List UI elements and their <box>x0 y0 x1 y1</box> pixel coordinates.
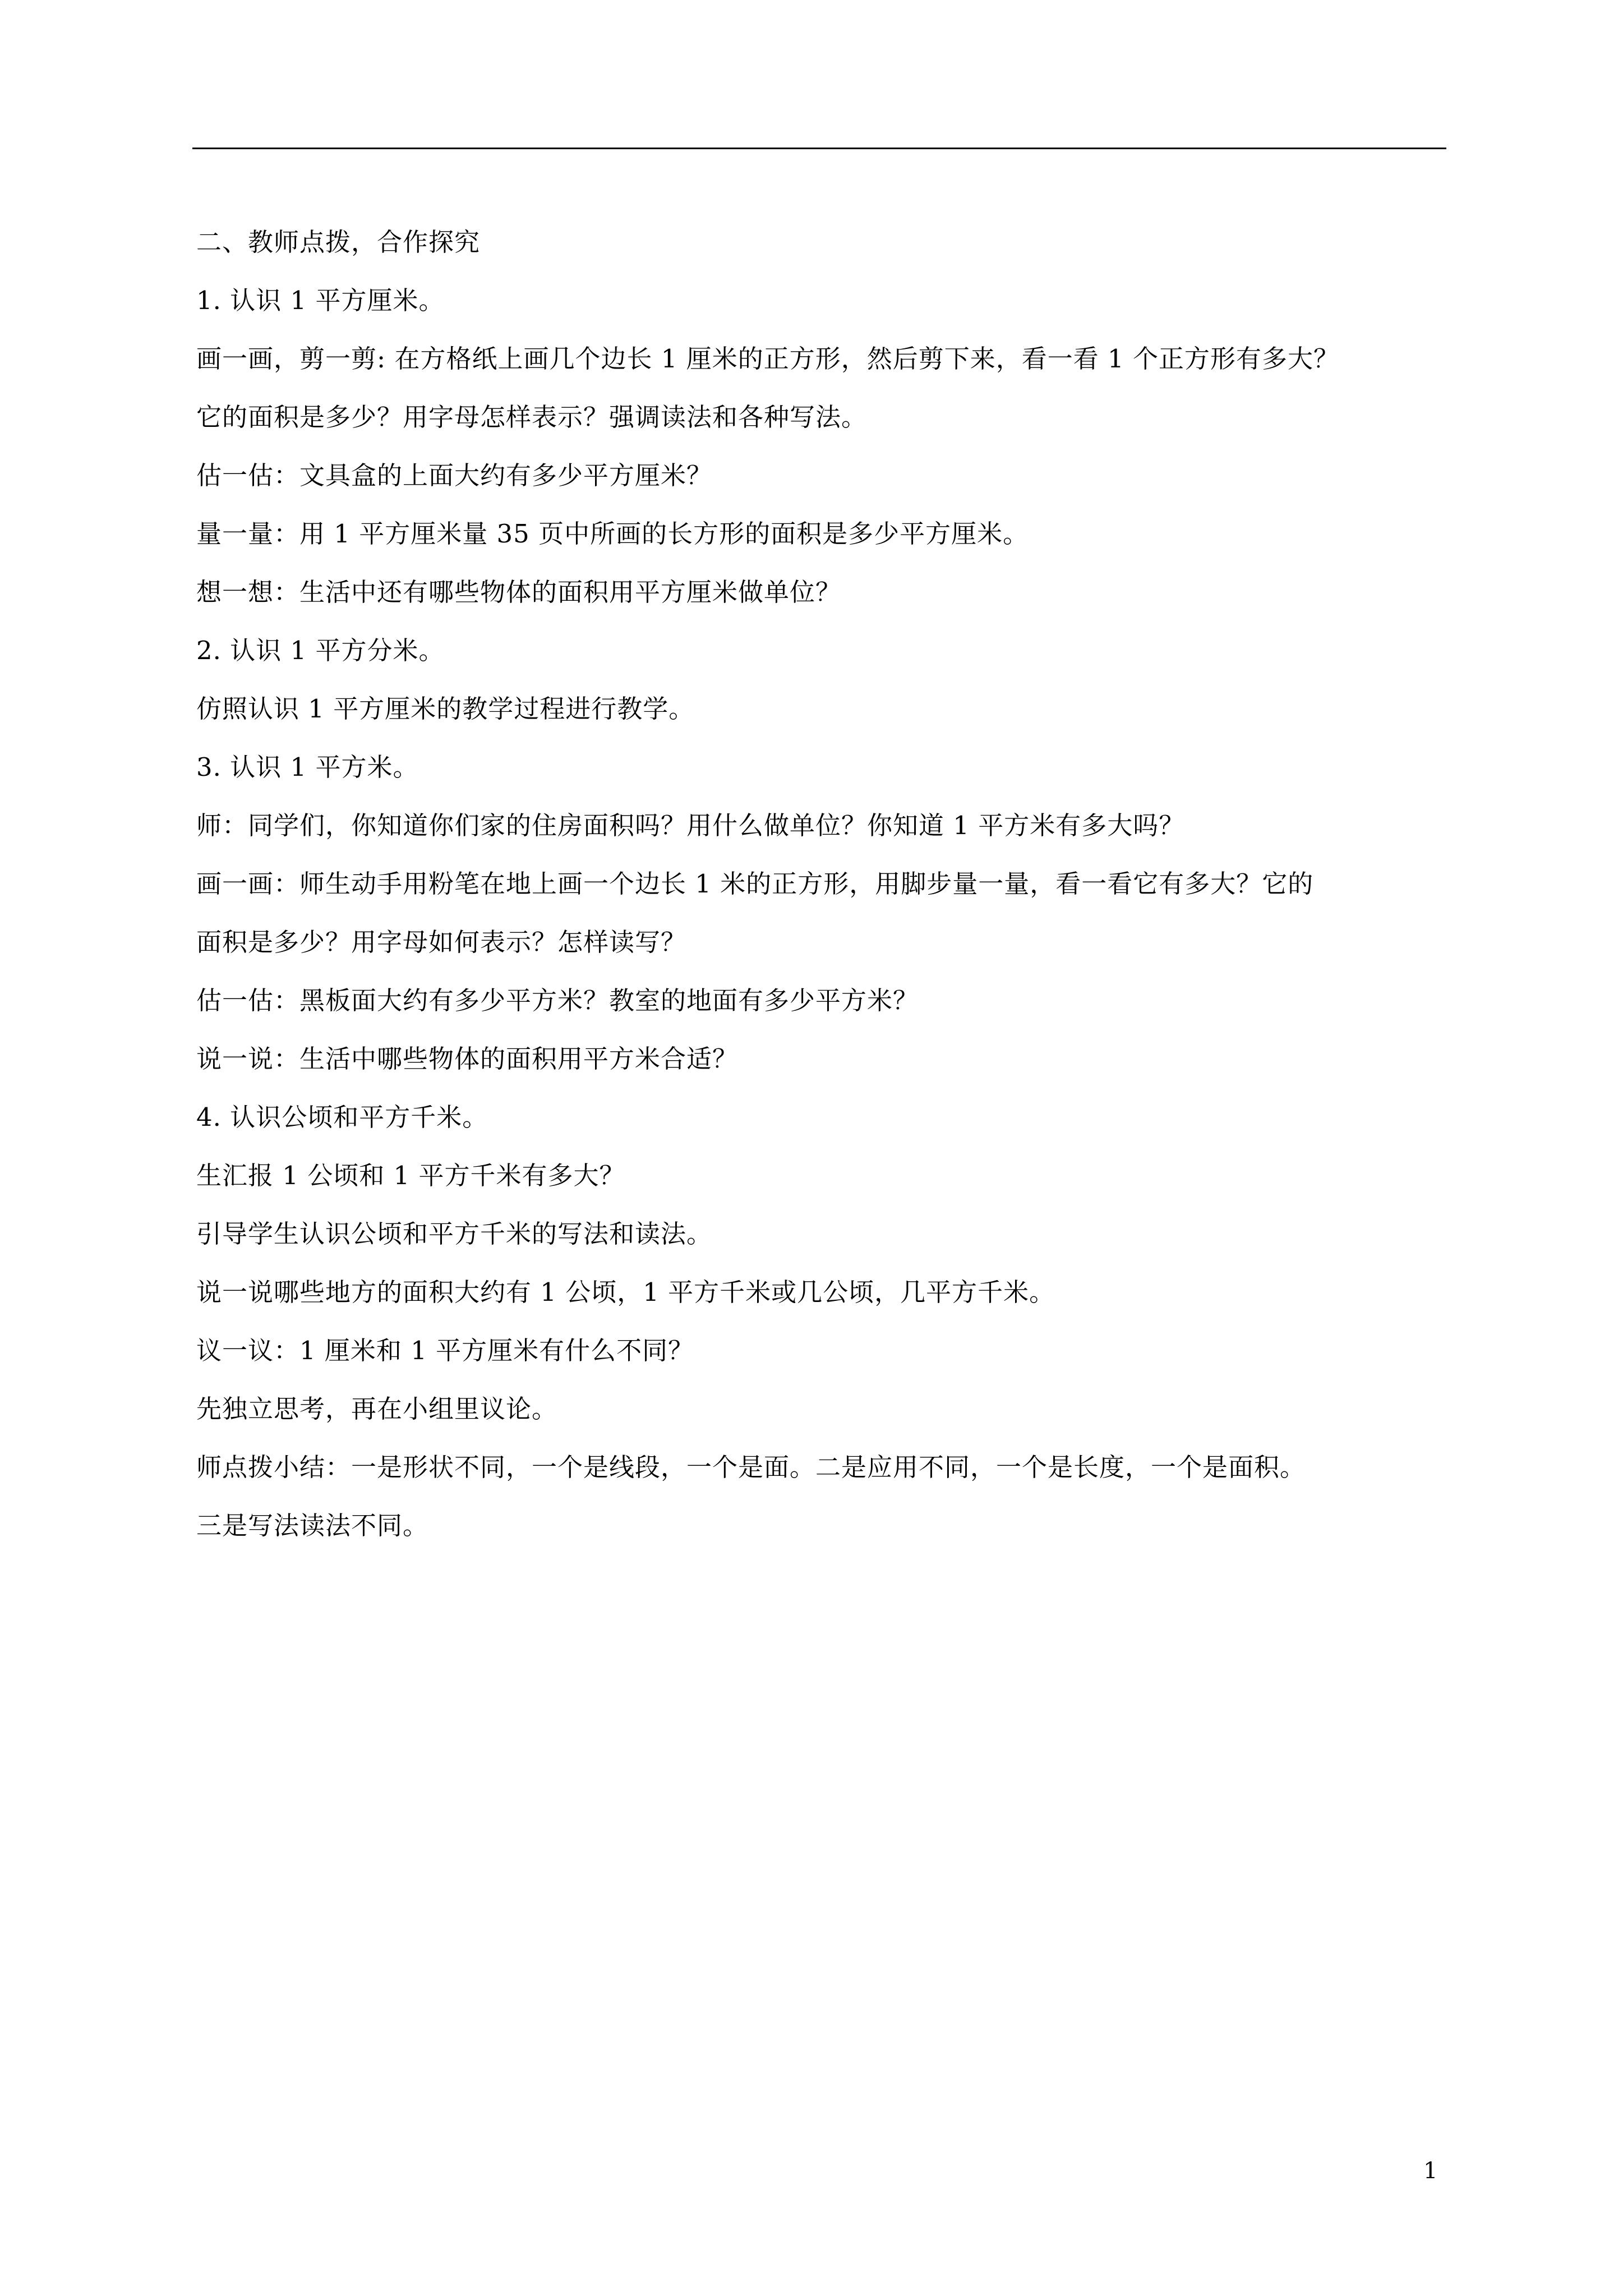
paragraph: 师：同学们，你知道你们家的住房面积吗？用什么做单位？你知道 1 平方米有多大吗？ <box>196 811 1185 840</box>
paragraph: 画一画，剪一剪: 在方格纸上画几个边长 1 厘米的正方形，然后剪下来，看一看 1 个正方形有多大？ <box>196 344 1339 374</box>
paragraph: 估一估：文具盒的上面大约有多少平方厘米？ <box>196 461 713 490</box>
paragraph: 生汇报 1 公顷和 1 平方千米有多大？ <box>196 1161 625 1190</box>
header-rule <box>192 148 1446 149</box>
paragraph: 估一估：黑板面大约有多少平方米？教室的地面有多少平方米？ <box>196 986 919 1015</box>
paragraph: 画一画：师生动手用粉笔在地上画一个边长 1 米的正方形，用脚步量一量，看一看它有多大？它的 <box>196 869 1314 899</box>
paragraph: 三是写法读法不同。 <box>196 1511 429 1540</box>
paragraph: 说一说：生活中哪些物体的面积用平方米合适？ <box>196 1044 739 1074</box>
section-heading: 二、教师点拨，合作探究 <box>196 227 481 257</box>
paragraph: 它的面积是多少？用字母怎样表示？强调读法和各种写法。 <box>196 402 868 432</box>
item-heading-1: 1. 认识 1 平方厘米。 <box>196 286 445 315</box>
item-heading-4: 4. 认识公顷和平方千米。 <box>196 1102 488 1132</box>
paragraph: 引导学生认识公顷和平方千米的写法和读法。 <box>196 1219 713 1249</box>
item-heading-3: 3. 认识 1 平方米。 <box>196 752 419 782</box>
paragraph: 仿照认识 1 平方厘米的教学过程进行教学。 <box>196 694 695 724</box>
paragraph: 先独立思考，再在小组里议论。 <box>196 1394 558 1424</box>
page-number: 1 <box>1423 2158 1438 2184</box>
paragraph: 议一议：1 厘米和 1 平方厘米有什么不同？ <box>196 1336 694 1365</box>
paragraph: 说一说哪些地方的面积大约有 1 公顷，1 平方千米或几公顷，几平方千米。 <box>196 1277 1055 1307</box>
paragraph: 想一想：生活中还有哪些物体的面积用平方厘米做单位？ <box>196 577 842 607</box>
paragraph: 面积是多少？用字母如何表示？怎样读写？ <box>196 927 687 957</box>
document-body <box>196 213 1453 1555</box>
paragraph: 师点拨小结：一是形状不同，一个是线段，一个是面。二是应用不同，一个是长度，一个是面积。 <box>196 1452 1306 1482</box>
item-heading-2: 2. 认识 1 平方分米。 <box>196 636 445 665</box>
paragraph: 量一量：用 1 平方厘米量 35 页中所画的长方形的面积是多少平方厘米。 <box>196 519 1029 549</box>
